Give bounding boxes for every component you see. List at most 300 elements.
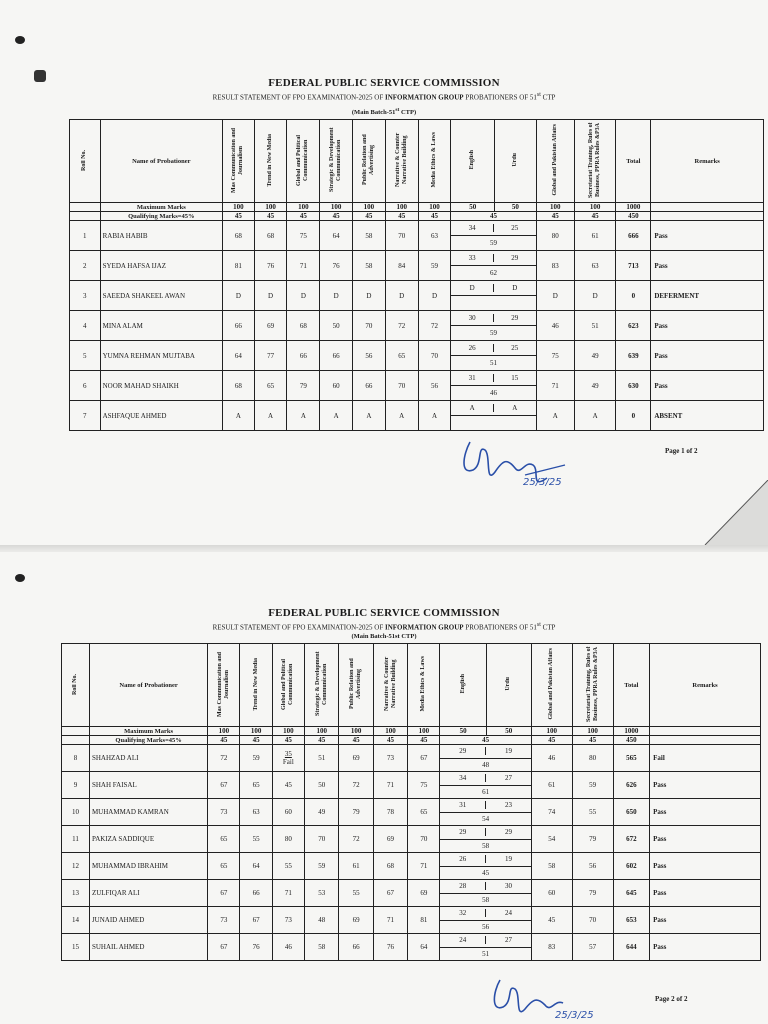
total-marks: 630: [616, 371, 651, 401]
subject-mark: 66: [287, 341, 320, 371]
subject-mark: A: [385, 401, 418, 431]
subject-mark: 69: [254, 311, 287, 341]
table-row: [62, 799, 761, 826]
subject-mark: 61: [531, 772, 572, 799]
hole-punch-mark: [15, 36, 25, 44]
subject-mark: 71: [287, 251, 320, 281]
maximum-mark: 100: [574, 203, 616, 212]
subject-mark: 71: [373, 772, 407, 799]
subject-mark: 77: [254, 341, 287, 371]
urdu-mark: 25: [511, 224, 519, 232]
subject-mark: A: [574, 401, 616, 431]
table-row: [62, 826, 761, 853]
subject-mark: 69: [339, 907, 373, 934]
subject-mark: 70: [385, 221, 418, 251]
page-number: Page 1 of 2: [665, 447, 698, 455]
language-total: 59: [489, 239, 497, 247]
roll-number: 9: [62, 772, 90, 799]
english-mark: 30: [451, 314, 494, 322]
signature-date: 25/3/25: [523, 477, 562, 488]
subject-mark: 67: [208, 880, 240, 907]
language-total: 58: [482, 841, 490, 850]
table-row: [70, 251, 764, 281]
qualifying-mark: 45: [287, 212, 320, 221]
roll-number: 8: [62, 745, 90, 772]
subject-mark: 72: [418, 311, 451, 341]
qualifying-mark: 45: [254, 212, 287, 221]
subject-mark: 66: [223, 311, 255, 341]
english-mark: 33: [451, 254, 494, 262]
column-header-c5: Public Relation and Advertising: [353, 120, 386, 203]
subject-mark: 65: [408, 799, 440, 826]
maximum-mark: 100: [408, 727, 440, 736]
column-header-c7: Media Ethics & Laws: [418, 120, 451, 203]
subject-mark: 80: [272, 826, 304, 853]
remark: Pass: [650, 799, 761, 826]
subject-mark: 78: [373, 799, 407, 826]
subject-mark: 68: [287, 311, 320, 341]
roll-number: 7: [70, 401, 101, 431]
table-row: [70, 311, 764, 341]
language-marks: [440, 826, 531, 853]
qualifying-mark: 45: [304, 736, 338, 745]
column-header-c2: Trend in New Media: [240, 644, 272, 727]
urdu-mark: D: [512, 284, 518, 292]
urdu-mark: 25: [511, 344, 519, 352]
subject-mark: 56: [418, 371, 451, 401]
subject-mark: 67: [208, 934, 240, 961]
page-separator: [0, 545, 768, 552]
language-marks: [440, 853, 531, 880]
subject-mark: 80: [536, 221, 574, 251]
subject-mark: 70: [572, 907, 613, 934]
page-subtitle: RESULT STATEMENT OF FPO EXAMINATION-2025 OF INFORMATION GROUP PROBATIONERS OF 51st CTP: [212, 622, 556, 632]
probationer-name: MINA ALAM: [100, 311, 222, 341]
remark: Fail: [650, 745, 761, 772]
probationer-name: PAKIZA SADDIQUE: [89, 826, 207, 853]
signature-date: 25/3/25: [555, 1010, 594, 1021]
maximum-mark: 100: [320, 203, 353, 212]
english-mark: A: [451, 404, 494, 412]
subject-mark: 35 Fail: [272, 745, 304, 772]
subject-mark: 84: [385, 251, 418, 281]
probationer-name: YUMNA REHMAN MUJTABA: [100, 341, 222, 371]
qualifying-mark: 45: [320, 212, 353, 221]
subject-mark: 45: [531, 907, 572, 934]
column-header-name: Name of Probationer: [89, 644, 207, 727]
maximum-marks-label: Maximum Marks: [100, 203, 222, 212]
subject-mark: D: [536, 281, 574, 311]
maximum-mark: 50: [440, 727, 486, 736]
subject-mark: 69: [339, 745, 373, 772]
table-row: [70, 401, 764, 431]
subject-mark: 63: [240, 799, 272, 826]
subject-mark: 67: [240, 907, 272, 934]
subject-mark: 71: [536, 371, 574, 401]
maximum-mark: 100: [223, 203, 255, 212]
subject-mark: 50: [304, 772, 338, 799]
language-marks: [440, 799, 531, 826]
language-total: 46: [489, 389, 497, 397]
remark: Pass: [651, 371, 764, 401]
remark: Pass: [650, 853, 761, 880]
subject-mark: 76: [240, 934, 272, 961]
table-row: [62, 745, 761, 772]
subject-mark: 46: [536, 311, 574, 341]
column-header-c2: Trend in New Media: [254, 120, 287, 203]
subject-mark: 70: [353, 311, 386, 341]
subject-mark: D: [353, 281, 386, 311]
english-mark: 29: [440, 828, 486, 836]
urdu-mark: 23: [505, 801, 512, 810]
column-header-c5: Public Relation and Advertising: [339, 644, 373, 727]
qualifying-mark: 45: [574, 212, 616, 221]
probationer-name: MUHAMMAD IBRAHIM: [89, 853, 207, 880]
subject-mark: 83: [531, 934, 572, 961]
page-fold-corner: [695, 480, 768, 545]
maximum-mark: 100: [240, 727, 272, 736]
subject-mark: 72: [385, 311, 418, 341]
subject-mark: 59: [240, 745, 272, 772]
qualifying-mark: 45: [385, 212, 418, 221]
language-marks: [451, 281, 536, 311]
subject-mark: 70: [385, 371, 418, 401]
table-row: [70, 281, 764, 311]
remark: ABSENT: [651, 401, 764, 431]
maximum-mark: 1000: [616, 203, 651, 212]
subject-mark: 70: [408, 826, 440, 853]
roll-number: 3: [70, 281, 101, 311]
subject-mark: 65: [385, 341, 418, 371]
total-marks: 666: [616, 221, 651, 251]
urdu-mark: 29: [511, 254, 519, 262]
result-page-2: [0, 552, 768, 1024]
subject-mark: A: [353, 401, 386, 431]
subject-mark: 70: [418, 341, 451, 371]
subject-mark: 59: [304, 853, 338, 880]
subject-mark: 66: [320, 341, 353, 371]
maximum-mark: 100: [531, 727, 572, 736]
subject-mark: A: [223, 401, 255, 431]
urdu-mark: 27: [505, 774, 512, 783]
subject-mark: 45: [272, 772, 304, 799]
probationer-name: ASHFAQUE AHMED: [100, 401, 222, 431]
subject-mark: 55: [272, 853, 304, 880]
maximum-mark: 100: [254, 203, 287, 212]
column-header-c3: Global and Political Communication: [287, 120, 320, 203]
maximum-mark: 100: [353, 203, 386, 212]
remark: Pass: [650, 772, 761, 799]
subject-mark: 46: [531, 745, 572, 772]
subject-mark: 51: [574, 311, 616, 341]
urdu-mark: 19: [505, 747, 512, 756]
total-marks: 565: [613, 745, 650, 772]
subject-mark: 59: [572, 772, 613, 799]
subject-mark: 76: [254, 251, 287, 281]
subject-mark: 66: [339, 934, 373, 961]
column-header-urdu: Urdu: [486, 644, 531, 727]
urdu-mark: 27: [505, 936, 512, 945]
subject-mark: 49: [304, 799, 338, 826]
maximum-mark: 100: [385, 203, 418, 212]
english-mark: 26: [451, 344, 494, 352]
roll-number: 13: [62, 880, 90, 907]
subject-mark: 66: [353, 371, 386, 401]
roll-number: 11: [62, 826, 90, 853]
subject-mark: 68: [254, 221, 287, 251]
language-marks: [451, 311, 536, 341]
qualifying-mark: 45: [572, 736, 613, 745]
subject-mark: A: [254, 401, 287, 431]
column-header-remarks: Remarks: [651, 120, 764, 203]
probationer-name: SAEEDA SHAKEEL AWAN: [100, 281, 222, 311]
english-mark: 34: [440, 774, 486, 782]
subject-mark: D: [287, 281, 320, 311]
column-header-total: Total: [613, 644, 650, 727]
roll-number: 4: [70, 311, 101, 341]
subject-mark: 58: [353, 221, 386, 251]
qualifying-mark: 45: [418, 212, 451, 221]
subject-mark: 55: [572, 799, 613, 826]
subject-mark: 73: [208, 799, 240, 826]
hole-punch-mark: [34, 70, 46, 82]
urdu-mark: 19: [505, 855, 512, 864]
roll-number: 5: [70, 341, 101, 371]
batch-label: (Main Batch-51st CTP): [351, 633, 417, 640]
total-marks: 713: [616, 251, 651, 281]
column-header-c9: Secretariat Training, Rules of Business, PPRA Rules &P3A: [572, 644, 613, 727]
subject-mark: 55: [339, 880, 373, 907]
column-header-c4: Strategic & Development Communication: [304, 644, 338, 727]
table-header-row: [70, 120, 764, 203]
subject-mark: 76: [373, 934, 407, 961]
maximum-mark: 100: [304, 727, 338, 736]
column-header-c6: Narrative & Counter Narrative Building: [385, 120, 418, 203]
probationer-name: SUHAIL AHMED: [89, 934, 207, 961]
column-header-english: English: [440, 644, 486, 727]
subject-mark: 53: [304, 880, 338, 907]
qualifying-mark: 450: [616, 212, 651, 221]
subject-mark: 56: [353, 341, 386, 371]
language-total: 59: [489, 329, 497, 337]
qualifying-mark: 45: [451, 212, 536, 221]
subject-mark: 79: [339, 799, 373, 826]
subject-mark: D: [254, 281, 287, 311]
total-marks: 626: [613, 772, 650, 799]
remark: Pass: [651, 251, 764, 281]
maximum-marks-row: [70, 203, 764, 212]
table-row: [70, 371, 764, 401]
subject-mark: 75: [408, 772, 440, 799]
subject-mark: 54: [531, 826, 572, 853]
subject-mark: 49: [574, 341, 616, 371]
urdu-mark: 24: [505, 909, 512, 918]
maximum-mark: 100: [418, 203, 451, 212]
subject-mark: 50: [320, 311, 353, 341]
language-marks: [451, 221, 536, 251]
language-marks: [440, 934, 531, 961]
remark: Pass: [650, 826, 761, 853]
roll-number: 12: [62, 853, 90, 880]
total-marks: 0: [616, 281, 651, 311]
total-marks: 623: [616, 311, 651, 341]
probationer-name: NOOR MAHAD SHAIKH: [100, 371, 222, 401]
probationer-name: SHAH FAISAL: [89, 772, 207, 799]
subject-mark: 60: [320, 371, 353, 401]
column-header-c8: Global and Pakistan Affairs: [531, 644, 572, 727]
language-total: 45: [482, 868, 490, 877]
probationer-name: SHAHZAD ALI: [89, 745, 207, 772]
qualifying-mark: 45: [353, 212, 386, 221]
remark: Pass: [650, 880, 761, 907]
maximum-marks-label: Maximum Marks: [89, 727, 207, 736]
remark: Pass: [651, 341, 764, 371]
language-total: 48: [482, 760, 490, 769]
table-row: [62, 853, 761, 880]
english-mark: 28: [440, 882, 486, 890]
subject-mark: 64: [240, 853, 272, 880]
subject-mark: 72: [208, 745, 240, 772]
subject-mark: 60: [272, 799, 304, 826]
total-marks: 602: [613, 853, 650, 880]
qualifying-marks-label: Qualifying Marks=45%: [89, 736, 207, 745]
qualifying-mark: 45: [223, 212, 255, 221]
subject-mark: 58: [531, 853, 572, 880]
subject-mark: 72: [339, 772, 373, 799]
qualifying-marks-label: Qualifying Marks=45%: [100, 212, 222, 221]
subject-mark: 67: [373, 880, 407, 907]
urdu-mark: 29: [505, 828, 512, 837]
subject-mark: 65: [254, 371, 287, 401]
column-header-c1: Mas Communication and Journalism: [223, 120, 255, 203]
language-total: 61: [482, 787, 490, 796]
page-title: FEDERAL PUBLIC SERVICE COMMISSION: [268, 607, 500, 619]
roll-number: 10: [62, 799, 90, 826]
qualifying-mark: 45: [408, 736, 440, 745]
total-marks: 650: [613, 799, 650, 826]
probationer-name: JUNAID AHMED: [89, 907, 207, 934]
qualifying-mark: 45: [208, 736, 240, 745]
column-header-c1: Mas Communication and Journalism: [208, 644, 240, 727]
urdu-mark: 30: [505, 882, 512, 891]
subject-mark: A: [418, 401, 451, 431]
column-header-c8: Global and Pakistan Affairs: [536, 120, 574, 203]
english-mark: 32: [440, 909, 486, 917]
english-mark: 31: [440, 801, 486, 809]
subject-mark: 65: [240, 772, 272, 799]
page-subtitle: RESULT STATEMENT OF FPO EXAMINATION-2025 OF INFORMATION GROUP PROBATIONERS OF 51st CTP: [212, 92, 556, 102]
english-mark: 24: [440, 936, 486, 944]
subject-mark: 71: [272, 880, 304, 907]
subject-mark: 65: [208, 853, 240, 880]
language-marks: [451, 341, 536, 371]
subject-mark: 46: [272, 934, 304, 961]
total-marks: 672: [613, 826, 650, 853]
subject-mark: 61: [574, 221, 616, 251]
subject-mark: D: [574, 281, 616, 311]
maximum-mark: 100: [272, 727, 304, 736]
subject-mark: 75: [536, 341, 574, 371]
language-total: [451, 296, 535, 310]
subject-mark: 63: [418, 221, 451, 251]
maximum-mark: 100: [287, 203, 320, 212]
language-total: 51: [489, 359, 497, 367]
subject-mark: A: [536, 401, 574, 431]
maximum-mark: 100: [572, 727, 613, 736]
subject-mark: 55: [240, 826, 272, 853]
subject-mark: 56: [572, 853, 613, 880]
subject-mark: 67: [408, 745, 440, 772]
roll-number: 6: [70, 371, 101, 401]
total-marks: 644: [613, 934, 650, 961]
signature: [455, 430, 585, 500]
subject-mark: D: [320, 281, 353, 311]
probationer-name: ZULFIQAR ALI: [89, 880, 207, 907]
page-number: Page 2 of 2: [655, 995, 688, 1003]
urdu-mark: 15: [511, 374, 519, 382]
column-header-name: Name of Probationer: [100, 120, 222, 203]
language-total: 56: [482, 922, 490, 931]
maximum-mark: 50: [486, 727, 531, 736]
qualifying-mark: 45: [440, 736, 531, 745]
urdu-mark: A: [512, 404, 518, 412]
table-row: [62, 772, 761, 799]
table-header-row: [62, 644, 761, 727]
results-table: [69, 119, 764, 431]
language-total: 58: [482, 895, 490, 904]
fail-note: Fail: [282, 758, 294, 766]
roll-number: 15: [62, 934, 90, 961]
maximum-mark: 50: [495, 203, 537, 212]
column-header-english: English: [451, 120, 495, 203]
subject-mark: 64: [320, 221, 353, 251]
subject-mark: 68: [223, 221, 255, 251]
subject-mark: 49: [574, 371, 616, 401]
subject-mark: 66: [240, 880, 272, 907]
maximum-mark: 100: [373, 727, 407, 736]
subject-mark: 73: [373, 745, 407, 772]
subject-mark: 59: [418, 251, 451, 281]
qualifying-mark: 45: [531, 736, 572, 745]
column-header-c3: Global and Political Communication: [272, 644, 304, 727]
language-marks: [440, 907, 531, 934]
subject-mark: 51: [304, 745, 338, 772]
language-total: 54: [482, 814, 490, 823]
column-header-c9: Secretariat Training, Rules of Business, PPRA Rules &P3A: [574, 120, 616, 203]
language-marks: [451, 251, 536, 281]
subject-mark: D: [223, 281, 255, 311]
signature: [485, 972, 615, 1024]
subject-mark: 81: [408, 907, 440, 934]
roll-number: 1: [70, 221, 101, 251]
subject-mark: 58: [353, 251, 386, 281]
total-marks: 639: [616, 341, 651, 371]
subject-mark: 60: [531, 880, 572, 907]
remark: Pass: [650, 907, 761, 934]
maximum-mark: 50: [451, 203, 495, 212]
subject-mark: 71: [373, 907, 407, 934]
qualifying-mark: 45: [536, 212, 574, 221]
language-total: [451, 416, 535, 430]
subject-mark: 71: [408, 853, 440, 880]
subject-mark: 61: [339, 853, 373, 880]
column-header-c6: Narrative & Counter Narrative Building: [373, 644, 407, 727]
subject-mark: 72: [339, 826, 373, 853]
column-header-c4: Strategic & Development Communication: [320, 120, 353, 203]
language-marks: [440, 772, 531, 799]
subject-mark: 70: [304, 826, 338, 853]
qualifying-mark: 45: [240, 736, 272, 745]
